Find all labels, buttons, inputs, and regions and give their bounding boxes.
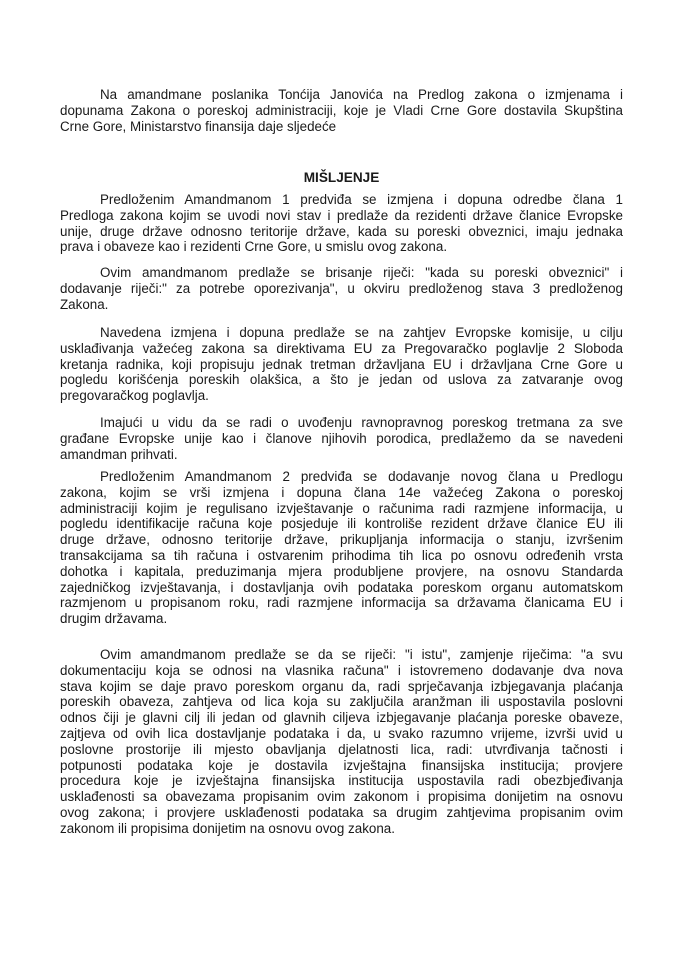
text-line: poslovne prostorije ili mjesto obavljanja djelatnosti lica, radi: utvrđivanja tačnosti i <box>60 741 623 757</box>
text-line: unije, druge države odnosno teritorije države, kada su poreski obveznici, imaju jednaka <box>60 223 623 239</box>
text-line: odnos čiji je glavni cilj ili jedan od glavnih ciljeva izbjegavanje plaćanja poreske obaveze, <box>60 710 623 726</box>
text-line: Na amandmane poslanika Tonćija Janovića na Predlog zakona o izmjenama i <box>100 87 623 102</box>
text-line: amandman prihvati. <box>60 446 178 462</box>
text-line: pogledu identifikacije računa koje posjeduje ili kontroliše rezident države članice EU ili <box>60 516 623 532</box>
text-line: zajedničkog izvještavanja, i dostavljanja ovih podataka poreskom organu automatskom <box>60 579 623 595</box>
text-line: ovog zakona; i provjere usklađenosti podataka sa drugim zahtjevima propisanim ovim <box>60 804 623 820</box>
text-line: građane Evropske unije kao i članove njihovih porodica, predlažemo da se navedeni <box>60 430 623 446</box>
text-line: dokumentaciju koja se odnosi na vlasnika računa" i istovremeno dodavanje dva nova <box>60 662 623 678</box>
text-line: Predloga zakona kojim se uvodi novi stav i predlaže da rezidenti države članice Evropske <box>60 207 623 223</box>
text-line: usklađenosti sa obavezama propisanim ovim zakonom i propisima donijetim na osnovu <box>60 789 623 805</box>
body-paragraph <box>60 192 623 255</box>
text-line: zakona, kojim se vrši izmjena i dopuna člana 14e važećeg Zakona o poreskoj <box>60 484 623 500</box>
text-line: Imajući u vidu da se radi o uvođenju ravnopravnog poreskog tretmana za sve <box>100 415 623 430</box>
text-line: druge države, odnosno teritorije države, prikupljanja informacija o stanju, izvršenim <box>60 532 623 548</box>
text-line: potpunosti podataka koje je dostavila izvještajna finansijska institucija; provjere <box>60 757 623 773</box>
text-line: drugim državama. <box>60 611 168 627</box>
text-line: Predloženim Amandmanom 1 predviđa se izmjena i dopuna odredbe člana 1 <box>100 192 623 207</box>
text-line: pregovaračkog poglavlja. <box>60 388 209 404</box>
text-line: dodavanje riječi:" za potrebe oporezivanja", u okviru predloženog stava 3 predloženog <box>60 280 623 296</box>
text-line: transakcijama sa tih računa i ostvarenim prihodima tih lica po osnovu određenih vrsta <box>60 547 623 563</box>
body-paragraph <box>60 415 623 462</box>
text-line: Zakona. <box>60 296 109 312</box>
text-line: dopunama Zakona o poreskoj administraciji, koje je Vladi Crne Gore dostavila Skupština <box>60 102 623 118</box>
intro-paragraph <box>60 87 623 134</box>
text-line: Ovim amandmanom predlaže se brisanje riječi: "kada su poreski obveznici" i <box>100 265 623 280</box>
text-line: Predloženim Amandmanom 2 predviđa se dodavanje novog člana u Predlogu <box>100 469 623 484</box>
text-line: dohotka i kapitala, preduzimanja mjera produbljene provjere, na osnovu Standarda <box>60 563 623 579</box>
text-line: Navedena izmjena i dopuna predlaže se na zahtjev Evropske komisije, u cilju <box>100 325 623 340</box>
body-paragraph <box>60 469 623 627</box>
text-line: razmjenom u propisanom roku, radi razmjene informacija sa državama članicama EU i <box>60 595 623 611</box>
text-line: administraciji kojim je regulisano izvještavanje o računima radi razmjene informacija, u <box>60 500 623 516</box>
text-line: poreskih obaveza, zahtjeva od lica koja su zaključila aranžman ili uspostavila poslovni <box>60 694 623 710</box>
body-paragraph <box>60 325 623 404</box>
text-line: Crne Gore, Ministarstvo finansija daje sljedeće <box>60 118 337 134</box>
text-line: zajtjeva od ovih lica dostavljanje podataka i da, u svako razumno vrijeme, izvrši uvid u <box>60 725 623 741</box>
text-line: procedura koje je izvještajna finansijska institucija uspostavila radi obezbjeđivanja <box>60 773 623 789</box>
text-line: prava i obaveze kao i rezidenti Crne Gore, u smislu ovog zakona. <box>60 239 448 255</box>
body-paragraph <box>60 265 623 312</box>
text-line: kretanja radnika, koji propisuju jednak tretman državljana EU i državljana Crne Gore u <box>60 356 623 372</box>
document-heading: MIŠLJENJE <box>303 170 380 185</box>
text-line: pogledu korišćenja poreskih olakšica, a što je jedan od uslova za zatvaranje ovog <box>60 372 623 388</box>
body-paragraph <box>60 647 623 837</box>
text-line: Ovim amandmanom predlaže se da se riječi: "i istu", zamjenje riječima: "a svu <box>100 647 623 662</box>
text-line: usklađivanja važećeg zakona sa direktivama EU za Pregovaračko poglavlje 2 Sloboda <box>60 340 623 356</box>
text-line: zakonom ili propisima donijetim na osnovu ovog zakona. <box>60 820 395 836</box>
text-line: stava kojim se daje pravo poreskom organu da, radi sprječavanja izbjegavanja plaćanja <box>60 678 623 694</box>
